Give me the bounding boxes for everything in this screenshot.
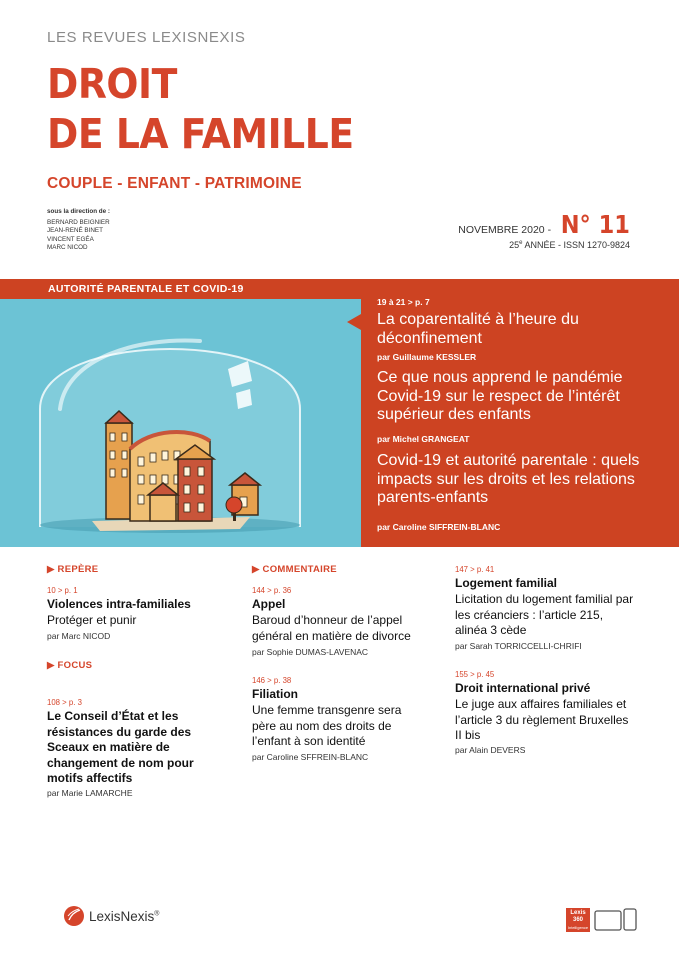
triangle-right-icon: ▶ [252, 564, 263, 575]
issue-info [458, 212, 630, 250]
issue-year: 25 [509, 240, 520, 250]
feature-article-author: par Michel GRANGEAT [377, 434, 470, 444]
feature-article-title: Covid-19 et autorité parentale : quels impacts sur les droits et les relations parents-enfants [377, 452, 640, 506]
article-author: par Sophie DUMAS-LAVENAC [252, 647, 369, 657]
article-ref: 10 > p. 1 [47, 586, 78, 595]
issue-issn: ANNÉE - ISSN 1270-9824 [522, 240, 630, 250]
article-title: Logement familial [455, 576, 558, 590]
article-ref: 146 > p. 38 [252, 676, 292, 685]
journal-title-line1: DROIT [47, 60, 177, 108]
article-title: Violences intra-familiales [47, 597, 191, 611]
feature-article-author: par Caroline SIFFREIN-BLANC [377, 522, 501, 532]
article-author: par Sarah TORRICCELLI-CHRIFI [455, 641, 582, 651]
article-ref: 144 > p. 36 [252, 586, 292, 595]
article-ref: 147 > p. 41 [455, 565, 495, 574]
issue-number: N° 11 [560, 210, 630, 239]
lexisnexis-logo [63, 905, 159, 927]
feature-article-title: Ce que nous apprend le pandémie Covid-19 sur le respect de l’intérêt supérieur des enfants [377, 369, 623, 423]
issue-date: NOVEMBRE 2020 - [458, 224, 552, 236]
journal-title-line2: DE LA FAMILLE [47, 110, 354, 158]
callout-pointer [347, 314, 361, 330]
article-summary: Le juge aux affaires familiales et l’article 3 du règlement Bruxelles II bis [455, 697, 629, 742]
issue-year-suffix: e [519, 240, 523, 246]
house-under-dome-illustration [0, 299, 361, 547]
lexis360-badge: Lexis 360 Intelligence [567, 910, 589, 930]
article-author: par Alain DEVERS [455, 745, 526, 755]
direction-label: sous la direction de : [47, 208, 110, 215]
director-name: MARC NICOD [47, 244, 88, 252]
issue-meta [458, 240, 630, 250]
editorial-direction [47, 208, 110, 253]
director-name: VINCENT EGÉA [47, 235, 94, 243]
director-name: JEAN-RENÉ BINET [47, 227, 103, 235]
digital-access-badge [566, 908, 638, 932]
article-title: Droit international privé [455, 681, 591, 695]
section-commentaire: ▶ COMMENTAIRE [252, 564, 337, 575]
feature-band-label: AUTORITÉ PARENTALE ET COVID-19 [0, 279, 361, 299]
feature-band [0, 279, 679, 547]
feature-article-author: par Guillaume KESSLER [377, 352, 477, 362]
article-author: par Caroline SFFREIN-BLANC [252, 752, 369, 762]
lexisnexis-logo-icon [63, 905, 85, 927]
article-summary: Protéger et punir [47, 613, 137, 627]
section-repere: ▶ REPÈRE [47, 564, 99, 575]
director-name: BERNARD BEIGNIER [47, 218, 110, 226]
section-focus: ▶ FOCUS [47, 660, 93, 671]
logo-wordmark: LexisNexis® [89, 908, 160, 924]
journal-subtitle: COUPLE - ENFANT - PATRIMOINE [47, 175, 302, 192]
article-author: par Marc NICOD [47, 631, 111, 641]
feature-article-title: La coparentalité à l’heure du déconfinement [377, 311, 579, 347]
article-title: Filiation [252, 687, 298, 701]
tablet-icon [595, 911, 621, 930]
publisher-name: LES REVUES LEXISNEXIS [47, 29, 246, 46]
feature-illustration-panel [0, 279, 361, 547]
triangle-right-icon: ▶ [47, 564, 58, 575]
mobile-icon [624, 909, 636, 930]
article-author: par Marie LAMARCHE [47, 788, 133, 798]
article-summary: Baroud d’honneur de l’appel général en matière de divorce [252, 613, 411, 643]
article-summary: Licitation du logement familial par les créanciers : l’article 215, alinéa 3 cède [455, 592, 634, 637]
feature-articles-panel [361, 279, 679, 547]
article-title: Appel [252, 597, 286, 611]
feature-ref: 19 à 21 > p. 7 [377, 297, 430, 307]
triangle-right-icon: ▶ [47, 660, 58, 671]
article-summary: Une femme transgenre sera père au nom des droits de l’enfant à son identité [252, 703, 402, 748]
article-title: Le Conseil d’État et les résistances du garde des Sceaux en matière de changement de nom pour motifs affectifs [47, 709, 194, 785]
article-ref: 108 > p. 3 [47, 698, 82, 707]
article-ref: 155 > p. 45 [455, 670, 495, 679]
devices-icon [594, 908, 638, 932]
